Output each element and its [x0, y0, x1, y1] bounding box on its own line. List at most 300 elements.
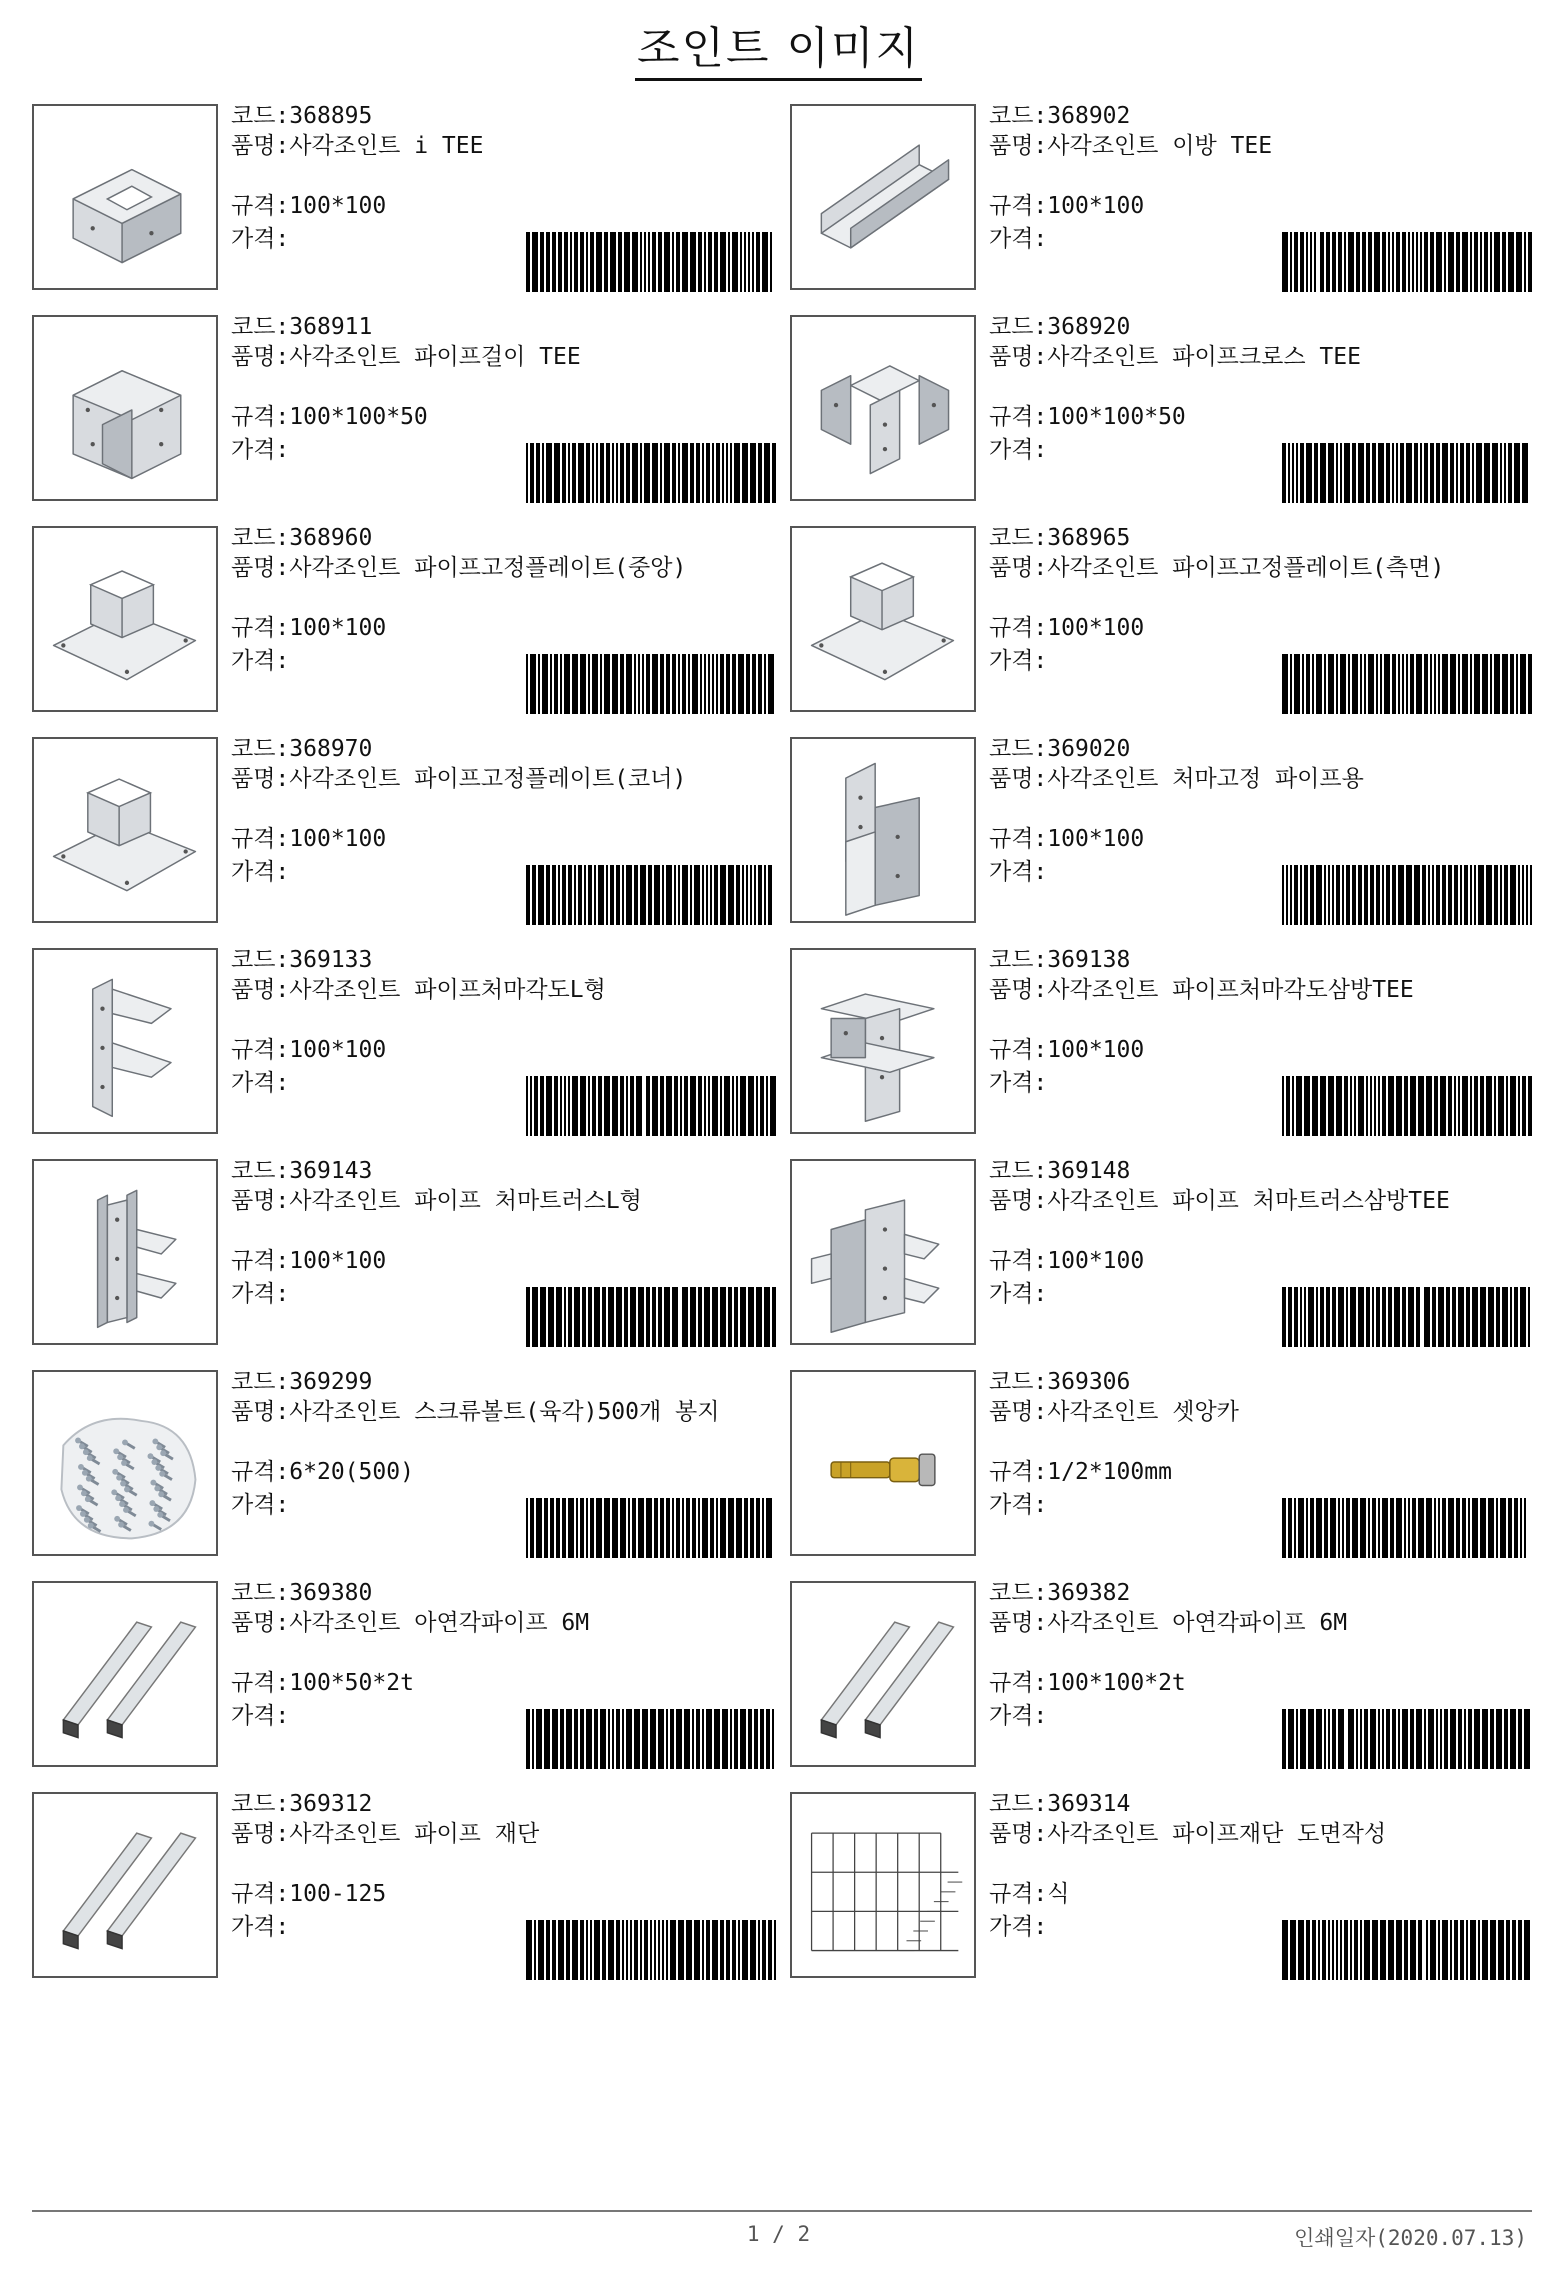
product-image — [32, 1792, 218, 1978]
barcode-bar — [758, 865, 762, 925]
barcode-bar — [1408, 232, 1410, 292]
barcode-bar — [766, 1076, 768, 1136]
name-label: 품명: — [231, 344, 290, 370]
barcode-bar — [1324, 654, 1326, 714]
barcode-bar — [720, 1076, 722, 1136]
code-label: 코드: — [231, 1158, 290, 1184]
barcode-bar — [640, 865, 646, 925]
barcode-bar — [626, 1709, 632, 1769]
price-label: 가격: — [231, 648, 290, 674]
spec-value: 식 — [1047, 1881, 1070, 1907]
barcode-bar — [1514, 1498, 1518, 1558]
product-card — [790, 526, 1532, 737]
barcode-bar — [538, 654, 540, 714]
barcode-bar — [1438, 1287, 1444, 1347]
barcode-bar — [1306, 1920, 1310, 1980]
barcode-bar — [1524, 1498, 1526, 1558]
barcode-bar — [1502, 232, 1506, 292]
barcode-bar — [632, 232, 638, 292]
barcode-bar — [1474, 865, 1476, 925]
name-row — [989, 1186, 1534, 1246]
barcode-bar — [692, 1709, 694, 1769]
barcode-bar — [1282, 232, 1288, 292]
barcode-bar — [1366, 1287, 1370, 1347]
barcode-bar — [1366, 1076, 1368, 1136]
barcode-bar — [1312, 654, 1314, 714]
barcode-bar — [676, 1498, 680, 1558]
barcode-bar — [1438, 1920, 1440, 1980]
barcode-bar — [1434, 654, 1436, 714]
barcode-bar — [1440, 1076, 1446, 1136]
barcode-bar — [764, 443, 770, 503]
barcode-bar — [546, 232, 550, 292]
barcode-bar — [626, 865, 632, 925]
barcode-bar — [704, 654, 706, 714]
code-label: 코드: — [989, 1580, 1048, 1606]
price-label: 가격: — [989, 1281, 1048, 1307]
barcode-bar — [670, 1920, 676, 1980]
barcode-bar — [726, 654, 730, 714]
product-image — [790, 1581, 976, 1767]
barcode-bar — [1480, 1076, 1484, 1136]
product-image — [32, 104, 218, 290]
name-row — [989, 553, 1534, 613]
barcode-bar — [1296, 1709, 1298, 1769]
base-plate-corner-icon — [34, 739, 216, 921]
barcode-bar — [1464, 865, 1468, 925]
spec-label: 규격: — [989, 1248, 1048, 1274]
barcode-bar — [1430, 443, 1434, 503]
barcode-bar — [1410, 1709, 1414, 1769]
spec-row — [989, 1457, 1534, 1487]
barcode-bar — [722, 443, 724, 503]
barcode-bar — [1442, 654, 1448, 714]
barcode-bar — [1518, 1709, 1522, 1769]
barcode-bar — [1392, 232, 1394, 292]
barcode-bar — [1446, 1287, 1450, 1347]
spec-value: 100*100 — [289, 1037, 387, 1063]
barcode-bar — [562, 443, 566, 503]
barcode — [1282, 1920, 1532, 1980]
barcode-bar — [1290, 865, 1292, 925]
barcode-bar — [674, 1076, 678, 1136]
barcode-bar — [1364, 865, 1368, 925]
barcode-bar — [702, 1498, 708, 1558]
barcode — [526, 1076, 776, 1136]
name-value: 사각조인트 파이프재단 도면작성 — [1047, 1821, 1387, 1847]
barcode-bar — [1424, 443, 1428, 503]
spec-value: 100*100 — [1047, 826, 1145, 852]
barcode-bar — [684, 1709, 690, 1769]
code-value: 368970 — [289, 736, 373, 762]
barcode-bar — [1368, 654, 1374, 714]
barcode-bar — [1374, 232, 1380, 292]
spec-row — [231, 1668, 776, 1698]
barcode-bar — [690, 865, 692, 925]
barcode-bar — [604, 1498, 610, 1558]
barcode-bar — [1516, 654, 1518, 714]
barcode-bar — [1358, 443, 1364, 503]
code-label: 코드: — [989, 1369, 1048, 1395]
barcode-bar — [1282, 1076, 1284, 1136]
barcode-bar — [1358, 1076, 1364, 1136]
barcode-bar — [1406, 654, 1408, 714]
code-label: 코드: — [231, 525, 290, 551]
barcode-bar — [552, 232, 556, 292]
base-plate-side-icon — [792, 528, 974, 710]
barcode-bar — [756, 1287, 762, 1347]
barcode-bar — [616, 1920, 620, 1980]
barcode-bar — [598, 1076, 602, 1136]
barcode-bar — [586, 443, 590, 503]
barcode-bar — [1282, 1920, 1288, 1980]
code-row — [231, 1156, 776, 1186]
footer-divider — [32, 2210, 1532, 2212]
barcode-bar — [1442, 443, 1448, 503]
spec-value: 1/2*100mm — [1047, 1459, 1172, 1485]
barcode-bar — [1322, 1920, 1326, 1980]
barcode-bar — [730, 443, 732, 503]
barcode-bar — [1312, 1920, 1316, 1980]
structure-drawing-icon — [792, 1794, 974, 1976]
barcode-bar — [1346, 1498, 1350, 1558]
barcode-bar — [1330, 1498, 1336, 1558]
code-row — [989, 945, 1534, 975]
barcode-bar — [626, 654, 632, 714]
barcode-bar — [1474, 1709, 1480, 1769]
barcode-bar — [586, 1920, 588, 1980]
price-label: 가격: — [989, 1070, 1048, 1096]
product-image — [32, 1159, 218, 1345]
barcode-bar — [672, 654, 676, 714]
barcode-bar — [644, 232, 646, 292]
product-card — [790, 737, 1532, 948]
barcode-bar — [1332, 1287, 1336, 1347]
product-image — [32, 1581, 218, 1767]
barcode-bar — [554, 654, 558, 714]
price-label: 가격: — [989, 437, 1048, 463]
barcode-bar — [1516, 232, 1522, 292]
barcode-bar — [1372, 1498, 1376, 1558]
barcode-bar — [698, 1498, 700, 1558]
code-row — [989, 1578, 1534, 1608]
barcode-bar — [714, 865, 718, 925]
barcode-bar — [652, 654, 658, 714]
barcode-bar — [562, 1498, 566, 1558]
barcode-bar — [1298, 1920, 1304, 1980]
barcode-bar — [1396, 1920, 1402, 1980]
barcode-bar — [1378, 443, 1384, 503]
barcode-bar — [724, 1076, 730, 1136]
barcode-bar — [1416, 654, 1422, 714]
name-row — [231, 764, 776, 824]
barcode-bar — [612, 443, 614, 503]
barcode-bar — [1382, 1498, 1388, 1558]
spec-row — [231, 191, 776, 221]
code-row — [231, 101, 776, 131]
barcode-bar — [616, 1709, 620, 1769]
barcode-bar — [638, 1287, 644, 1347]
code-row — [231, 945, 776, 975]
name-value: 사각조인트 파이프걸이 TEE — [289, 344, 581, 370]
barcode-bar — [694, 865, 700, 925]
barcode-bar — [1378, 1076, 1380, 1136]
barcode-bar — [766, 1709, 770, 1769]
barcode-bar — [548, 1287, 554, 1347]
barcode-bar — [1444, 1709, 1448, 1769]
name-label: 품명: — [989, 977, 1048, 1003]
eave-angle-3way-bracket-icon — [792, 950, 974, 1132]
barcode-bar — [740, 1287, 746, 1347]
barcode-bar — [634, 865, 638, 925]
barcode-bar — [712, 1287, 718, 1347]
barcode-bar — [660, 654, 664, 714]
barcode-bar — [616, 1287, 622, 1347]
barcode-bar — [654, 1498, 658, 1558]
barcode-bar — [630, 1920, 632, 1980]
barcode-bar — [752, 654, 756, 714]
barcode-bar — [590, 1498, 594, 1558]
name-value: 사각조인트 이방 TEE — [1047, 133, 1273, 159]
barcode-bar — [1382, 232, 1386, 292]
name-label: 품명: — [989, 344, 1048, 370]
page-title-text: 조인트 이미지 — [635, 23, 922, 81]
spec-value: 100*100*50 — [1047, 404, 1186, 430]
barcode-bar — [1368, 1498, 1370, 1558]
name-label: 품명: — [231, 1188, 290, 1214]
spec-label: 규격: — [989, 1670, 1048, 1696]
spec-value: 100*100 — [1047, 1037, 1145, 1063]
barcode-bar — [578, 443, 584, 503]
code-value: 368902 — [1047, 103, 1131, 129]
barcode-bar — [1448, 1498, 1454, 1558]
spec-row — [231, 1035, 776, 1065]
barcode-bar — [536, 443, 540, 503]
barcode-bar — [1488, 1287, 1494, 1347]
barcode-bar — [552, 1709, 558, 1769]
barcode-bar — [1396, 232, 1400, 292]
barcode-bar — [736, 865, 740, 925]
barcode-bar — [1376, 865, 1380, 925]
barcode-bar — [1328, 1076, 1334, 1136]
barcode-bar — [1518, 865, 1520, 925]
barcode — [1282, 1076, 1532, 1136]
barcode-bar — [1300, 232, 1304, 292]
barcode-bar — [588, 865, 592, 925]
barcode-bar — [754, 865, 756, 925]
barcode-bar — [1392, 865, 1396, 925]
code-value: 368920 — [1047, 314, 1131, 340]
spec-value: 100*100 — [289, 193, 387, 219]
barcode-bar — [608, 1920, 614, 1980]
barcode-bar — [640, 1920, 642, 1980]
barcode-bar — [1432, 1287, 1436, 1347]
barcode-bar — [722, 1709, 728, 1769]
code-label: 코드: — [231, 736, 290, 762]
product-card — [790, 1159, 1532, 1370]
barcode-bar — [1440, 1709, 1442, 1769]
product-card — [32, 1159, 790, 1370]
barcode-bar — [1282, 1498, 1286, 1558]
code-row — [989, 1367, 1534, 1397]
code-value: 369148 — [1047, 1158, 1131, 1184]
barcode-bar — [1468, 1709, 1472, 1769]
barcode-bar — [1490, 1920, 1496, 1980]
spec-row — [231, 1246, 776, 1276]
barcode-bar — [590, 1920, 592, 1980]
barcode-bar — [1394, 1287, 1400, 1347]
barcode-bar — [1528, 232, 1532, 292]
barcode-bar — [1378, 1709, 1380, 1769]
spec-label: 규격: — [989, 404, 1048, 430]
barcode-bar — [570, 232, 572, 292]
name-value: 사각조인트 파이프고정플레이트(중앙) — [289, 555, 687, 581]
barcode — [526, 1709, 776, 1769]
barcode-bar — [1396, 443, 1398, 503]
barcode-bar — [1458, 1709, 1462, 1769]
barcode-bar — [706, 865, 708, 925]
barcode-bar — [1418, 1076, 1424, 1136]
barcode-bar — [1316, 1287, 1318, 1347]
barcode-bar — [1380, 1920, 1386, 1980]
barcode-bar — [1340, 1920, 1342, 1980]
code-value: 369299 — [289, 1369, 373, 1395]
square-tee-bracket-icon — [34, 106, 216, 288]
barcode-bar — [1404, 1920, 1408, 1980]
product-card — [32, 737, 790, 948]
barcode-bar — [1470, 654, 1472, 714]
barcode-bar — [1306, 654, 1310, 714]
barcode-bar — [676, 232, 680, 292]
barcode-bar — [772, 1287, 776, 1347]
barcode-bar — [670, 1709, 674, 1769]
code-value: 369314 — [1047, 1791, 1131, 1817]
name-label: 품명: — [989, 133, 1048, 159]
barcode-bar — [1448, 1076, 1452, 1136]
code-row — [989, 1789, 1534, 1819]
spec-row — [989, 191, 1534, 221]
barcode-bar — [750, 443, 756, 503]
barcode-bar — [1358, 865, 1362, 925]
barcode-bar — [658, 1709, 664, 1769]
name-row — [231, 1819, 776, 1879]
code-row — [231, 734, 776, 764]
barcode-bar — [716, 1498, 718, 1558]
barcode-bar — [1398, 1709, 1400, 1769]
product-image — [32, 737, 218, 923]
barcode-bar — [544, 1498, 548, 1558]
barcode-bar — [1350, 1287, 1356, 1347]
spec-label: 규격: — [231, 1670, 290, 1696]
barcode-bar — [594, 1920, 600, 1980]
barcode-bar — [1316, 865, 1322, 925]
barcode-bar — [666, 654, 670, 714]
barcode-bar — [642, 654, 644, 714]
barcode-bar — [758, 654, 762, 714]
spec-label: 규격: — [231, 404, 290, 430]
barcode-bar — [664, 1287, 670, 1347]
barcode-bar — [682, 443, 688, 503]
barcode-bar — [666, 1076, 672, 1136]
barcode-bar — [1524, 1920, 1530, 1980]
barcode-bar — [726, 1920, 730, 1980]
barcode-bar — [1382, 1076, 1386, 1136]
barcode-bar — [648, 232, 650, 292]
barcode-bar — [1300, 865, 1302, 925]
barcode-bar — [598, 865, 604, 925]
barcode-bar — [584, 865, 586, 925]
barcode-bar — [690, 443, 694, 503]
barcode-bar — [644, 443, 650, 503]
product-card — [32, 1370, 790, 1581]
name-label: 품명: — [231, 1610, 290, 1636]
page-title — [0, 12, 1557, 76]
barcode-bar — [1332, 865, 1334, 925]
barcode-bar — [1290, 232, 1292, 292]
barcode-bar — [1400, 443, 1404, 503]
barcode-bar — [606, 443, 610, 503]
name-row — [989, 1819, 1534, 1879]
barcode-bar — [636, 1076, 642, 1136]
barcode-bar — [1428, 865, 1430, 925]
barcode-bar — [624, 1287, 628, 1347]
barcode — [526, 232, 776, 292]
barcode-bar — [1436, 232, 1442, 292]
barcode-bar — [1294, 1287, 1298, 1347]
barcode-bar — [1474, 654, 1480, 714]
barcode-bar — [1490, 232, 1492, 292]
barcode-bar — [1438, 1498, 1440, 1558]
barcode-bar — [1316, 1709, 1322, 1769]
barcode-bar — [1336, 654, 1338, 714]
barcode-bar — [764, 1287, 770, 1347]
barcode-bar — [1360, 1498, 1366, 1558]
barcode-bar — [526, 1709, 530, 1769]
barcode-bar — [644, 1920, 648, 1980]
barcode-bar — [1360, 1709, 1362, 1769]
barcode-bar — [762, 1498, 764, 1558]
barcode-bar — [1442, 1498, 1446, 1558]
barcode-bar — [716, 654, 718, 714]
barcode-bar — [712, 443, 714, 503]
price-label: 가격: — [231, 1914, 290, 1940]
barcode-bar — [712, 1920, 718, 1980]
barcode-bar — [1530, 865, 1532, 925]
barcode-bar — [1364, 654, 1366, 714]
barcode-bar — [1508, 1498, 1512, 1558]
barcode-bar — [574, 1287, 580, 1347]
barcode-bar — [588, 1076, 590, 1136]
barcode-bar — [1358, 1287, 1364, 1347]
barcode-bar — [682, 654, 686, 714]
barcode-bar — [1504, 1709, 1508, 1769]
spec-value: 100*100*50 — [289, 404, 428, 430]
barcode-bar — [750, 1498, 754, 1558]
barcode-bar — [1462, 1076, 1468, 1136]
barcode-bar — [592, 443, 594, 503]
product-card — [790, 948, 1532, 1159]
barcode-bar — [534, 1076, 538, 1136]
eave-truss-3way-bracket-icon — [792, 1161, 974, 1343]
barcode-bar — [716, 443, 720, 503]
barcode-bar — [622, 1709, 624, 1769]
barcode-bar — [752, 232, 754, 292]
barcode-bar — [1470, 1920, 1476, 1980]
barcode-bar — [704, 232, 706, 292]
barcode-bar — [1522, 865, 1524, 925]
barcode-bar — [742, 1920, 748, 1980]
barcode-bar — [1452, 1287, 1456, 1347]
